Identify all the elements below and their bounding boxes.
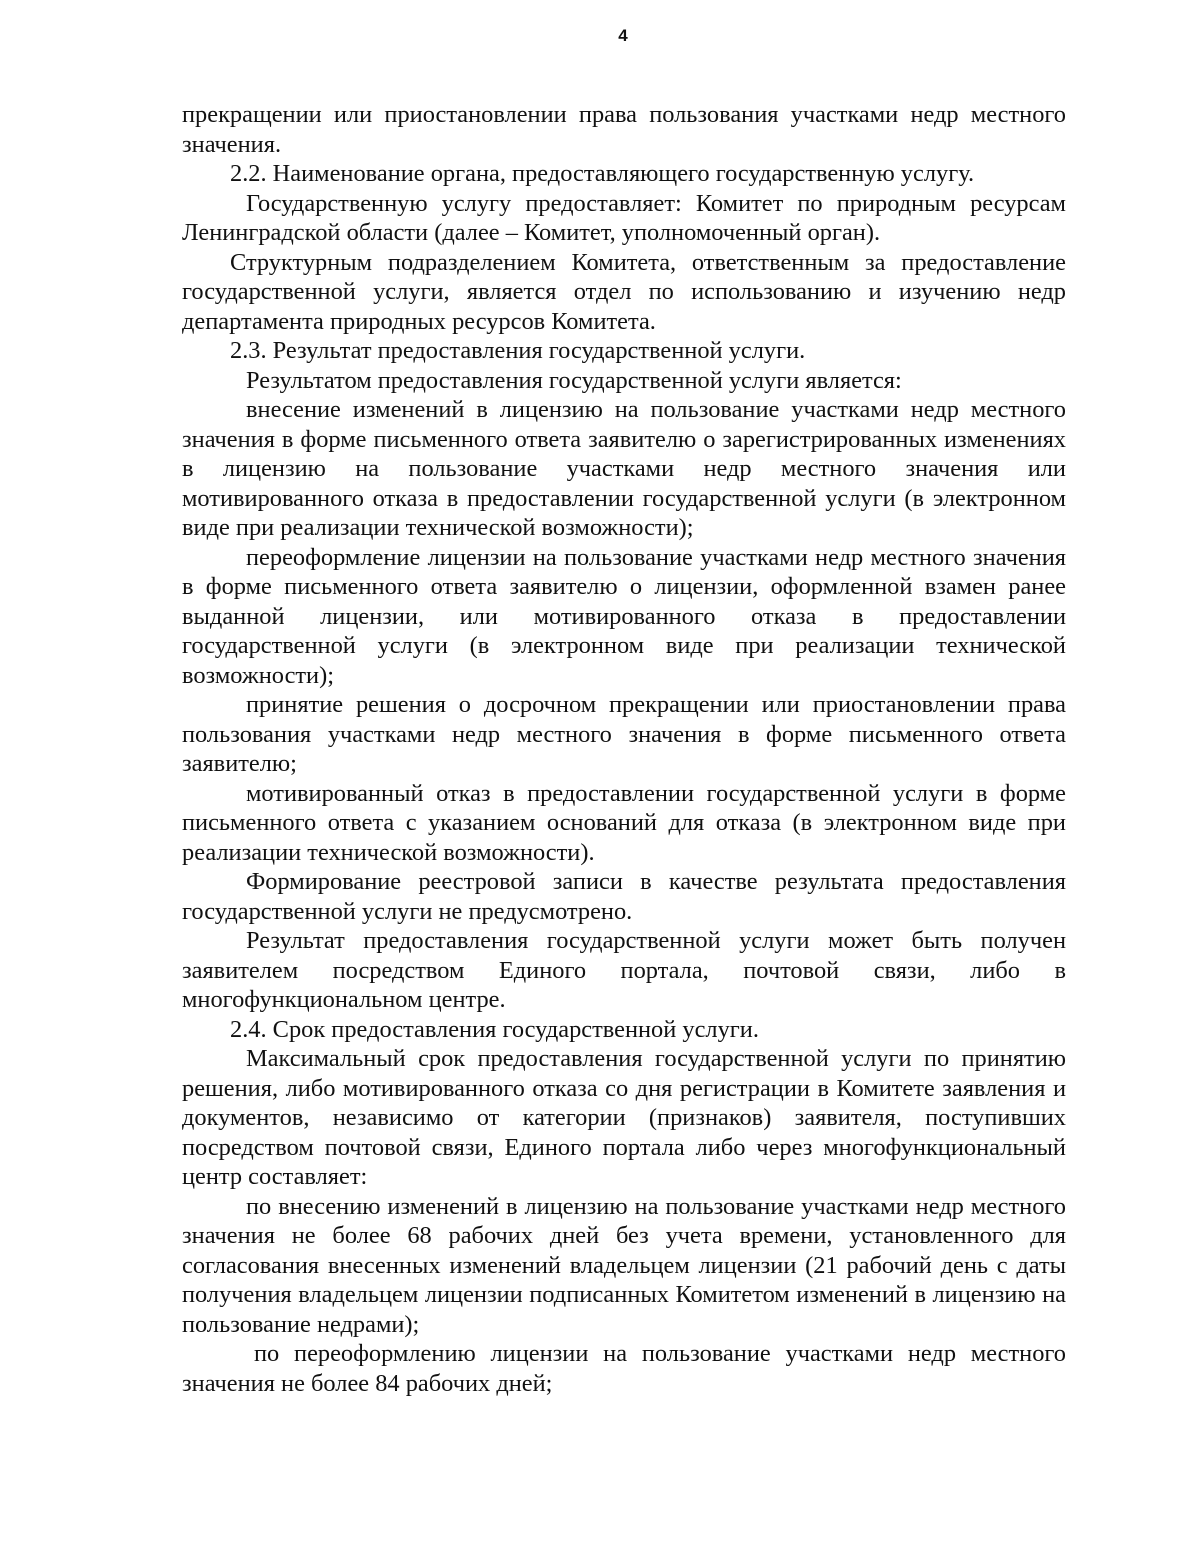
list-item: мотивированный отказ в предоставлении государственной услуги в форме письменного ответа с указанием оснований для отказа (в электронном виде при реализации технической возможности). [182, 779, 1066, 866]
paragraph: прекращении или приостановлении права пользования участками недр местного значения. [182, 101, 1066, 158]
list-item: по переоформлению лицензии на пользование участками недр местного значения не более 84 рабочих дней; [182, 1340, 1066, 1397]
section-heading: 2.2. Наименование органа, предоставляющего государственную услугу. [230, 160, 975, 187]
document-body [182, 100, 1066, 1398]
paragraph: Результат предоставления государственной услуги может быть получен заявителем посредством Единого портала, почтовой связи, либо в многофункциональном центре. [182, 927, 1066, 1013]
section-heading: 2.3. Результат предоставления государственной услуги. [230, 337, 806, 364]
list-item: по внесению изменений в лицензию на пользование участками недр местного значения не более 68 рабочих дней без учета времени, установленного для согласования внесенных изменений владельцем лицензии (21 рабочий день с даты получения владельцем лицензии подписанных Комитетом изменений в лицензию на пользование недрами); [182, 1192, 1066, 1338]
paragraph: Формирование реестровой записи в качестве результата предоставления государственной услуги не предусмотрено. [182, 868, 1066, 925]
section-heading: 2.4. Срок предоставления государственной услуги. [230, 1015, 759, 1043]
paragraph: Структурным подразделением Комитета, ответственным за предоставление государственной услуги, является отдел по использованию и изучению недр департамента природных ресурсов Комитета. [182, 248, 1066, 335]
paragraph: Максимальный срок предоставления государственной услуги по принятию решения, либо мотивированного отказа со дня регистрации в Комитете заявления и документов, независимо от категории (признаков) заявителя, поступивших посредством почтовой связи, Единого портала либо через многофункциональный центр составляет: [182, 1045, 1066, 1190]
list-item: внесение изменений в лицензию на пользование участками недр местного значения в форме письменного ответа заявителю о зарегистрированных изменениях в лицензию на пользование участками недр местного значения или мотивированного отказа в предоставлении государственной услуги (в электронном виде при реализации технической возможности); [182, 396, 1066, 541]
paragraph: Результатом предоставления государственной услуги является: [246, 366, 902, 394]
list-item: переоформление лицензии на пользование участками недр местного значения в форме письменного ответа заявителю о лицензии, оформленной взамен ранее выданной лицензии, или мотивированного отказа в предоставлении государственной услуги (в электронном виде при реализации технической возможности); [182, 543, 1066, 689]
page-number: 4 [618, 26, 628, 45]
paragraph: Государственную услугу предоставляет: Комитет по природным ресурсам Ленинградской области (далее – Комитет, уполномоченный орган). [182, 189, 1066, 246]
list-item: принятие решения о досрочном прекращении или приостановлении права пользования участками недр местного значения в форме письменного ответа заявителю; [182, 691, 1066, 777]
